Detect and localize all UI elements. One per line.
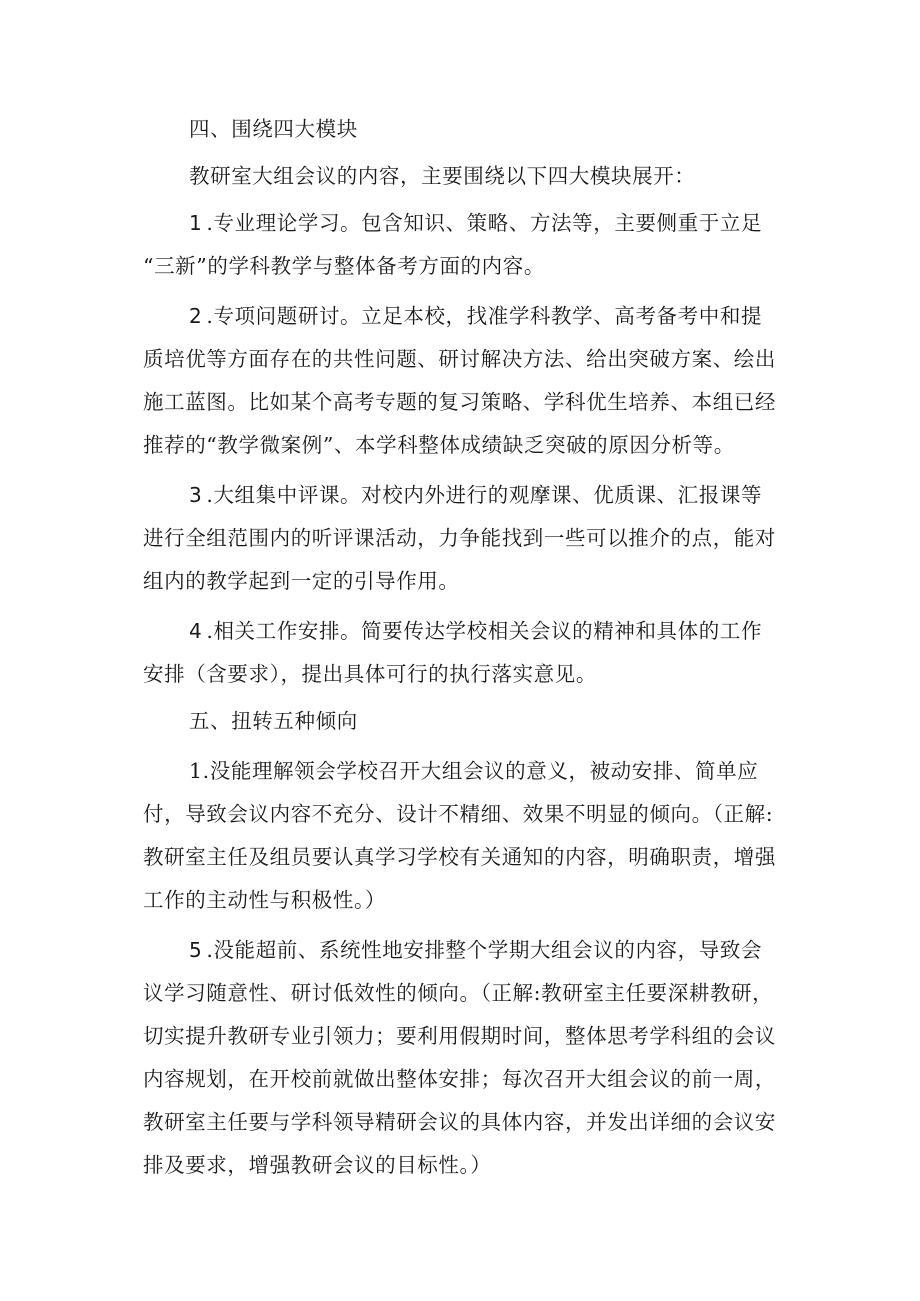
list-item-3-line-2: 进行全组范围内的听评课活动，力争能找到一些可以推介的点，能对	[143, 526, 776, 550]
list-item-3-line-1: 3 .大组集中评课。对校内外进行的观摩课、优质课、汇报课等	[189, 483, 763, 507]
tendency-5-line-2: 议学习随意性、研讨低效性的倾向。（正解:教研室主任要深耕教研，	[143, 981, 774, 1005]
tendency-1-line-2: 付，导致会议内容不充分、设计不精细、效果不明显的倾向。（正解:	[143, 802, 774, 826]
section-heading-4: 四、围绕四大模块	[189, 117, 358, 141]
item-number: 1	[189, 211, 203, 235]
tendency-1-line-4: 工作的主动性与积极性。）	[143, 888, 386, 912]
list-item-1-line-2: “三新”的学科教学与整体备考方面的内容。	[143, 254, 545, 278]
list-item-2-line-2: 质培优等方面存在的共性问题、研讨解决方法、给出突破方案、绘出	[143, 347, 776, 371]
list-item-2-line-4: 推荐的“教学微案例”、本学科整体成绩缺乏突破的原因分析等。	[143, 433, 735, 457]
list-item-3-line-3: 组内的教学起到一定的引导作用。	[143, 569, 460, 593]
list-item-2-line-1: 2 .专项问题研讨。立足本校，找准学科教学、高考备考中和提	[189, 304, 763, 328]
tendency-1-line-3: 教研室主任及组员要认真学习学校有关通知的内容，明确职责，增强	[143, 845, 776, 869]
section-heading-5: 五、扭转五种倾向	[189, 709, 358, 733]
item-number: 2	[189, 304, 203, 328]
item-number: 5	[189, 938, 203, 962]
list-item-1-line-1: 1 .专业理论学习。包含知识、策略、方法等，主要侧重于立足	[189, 211, 763, 235]
tendency-1-line-1: 1.没能理解领会学校召开大组会议的意义，被动安排、简单应	[189, 759, 759, 783]
section-intro: 教研室大组会议的内容，主要围绕以下四大模块展开：	[189, 164, 696, 188]
tendency-5-line-3: 切实提升教研专业引领力；要利用假期时间，整体思考学科组的会议	[143, 1024, 776, 1048]
list-item-2-line-3: 施工蓝图。比如某个高考专题的复习策略、学科优生培养、本组已经	[143, 390, 776, 414]
document-page	[143, 108, 783, 1187]
tendency-5-line-6: 排及要求，增强教研会议的目标性。）	[143, 1153, 492, 1177]
item-number: 4	[189, 619, 203, 643]
item-number: 3	[189, 483, 203, 507]
list-item-4-line-2: 安排（含要求），提出具体可行的执行落实意见。	[143, 662, 597, 686]
list-item-4-line-1: 4 .相关工作安排。简要传达学校相关会议的精神和具体的工作	[189, 619, 763, 643]
tendency-5-line-4: 内容规划，在开校前就做出整体安排；每次召开大组会议的前一周，	[143, 1067, 776, 1091]
tendency-5-line-1: 5 .没能超前、系统性地安排整个学期大组会议的内容，导致会	[189, 938, 763, 962]
tendency-5-line-5: 教研室主任要与学科领导精研会议的具体内容，并发出详细的会议安	[143, 1110, 776, 1134]
